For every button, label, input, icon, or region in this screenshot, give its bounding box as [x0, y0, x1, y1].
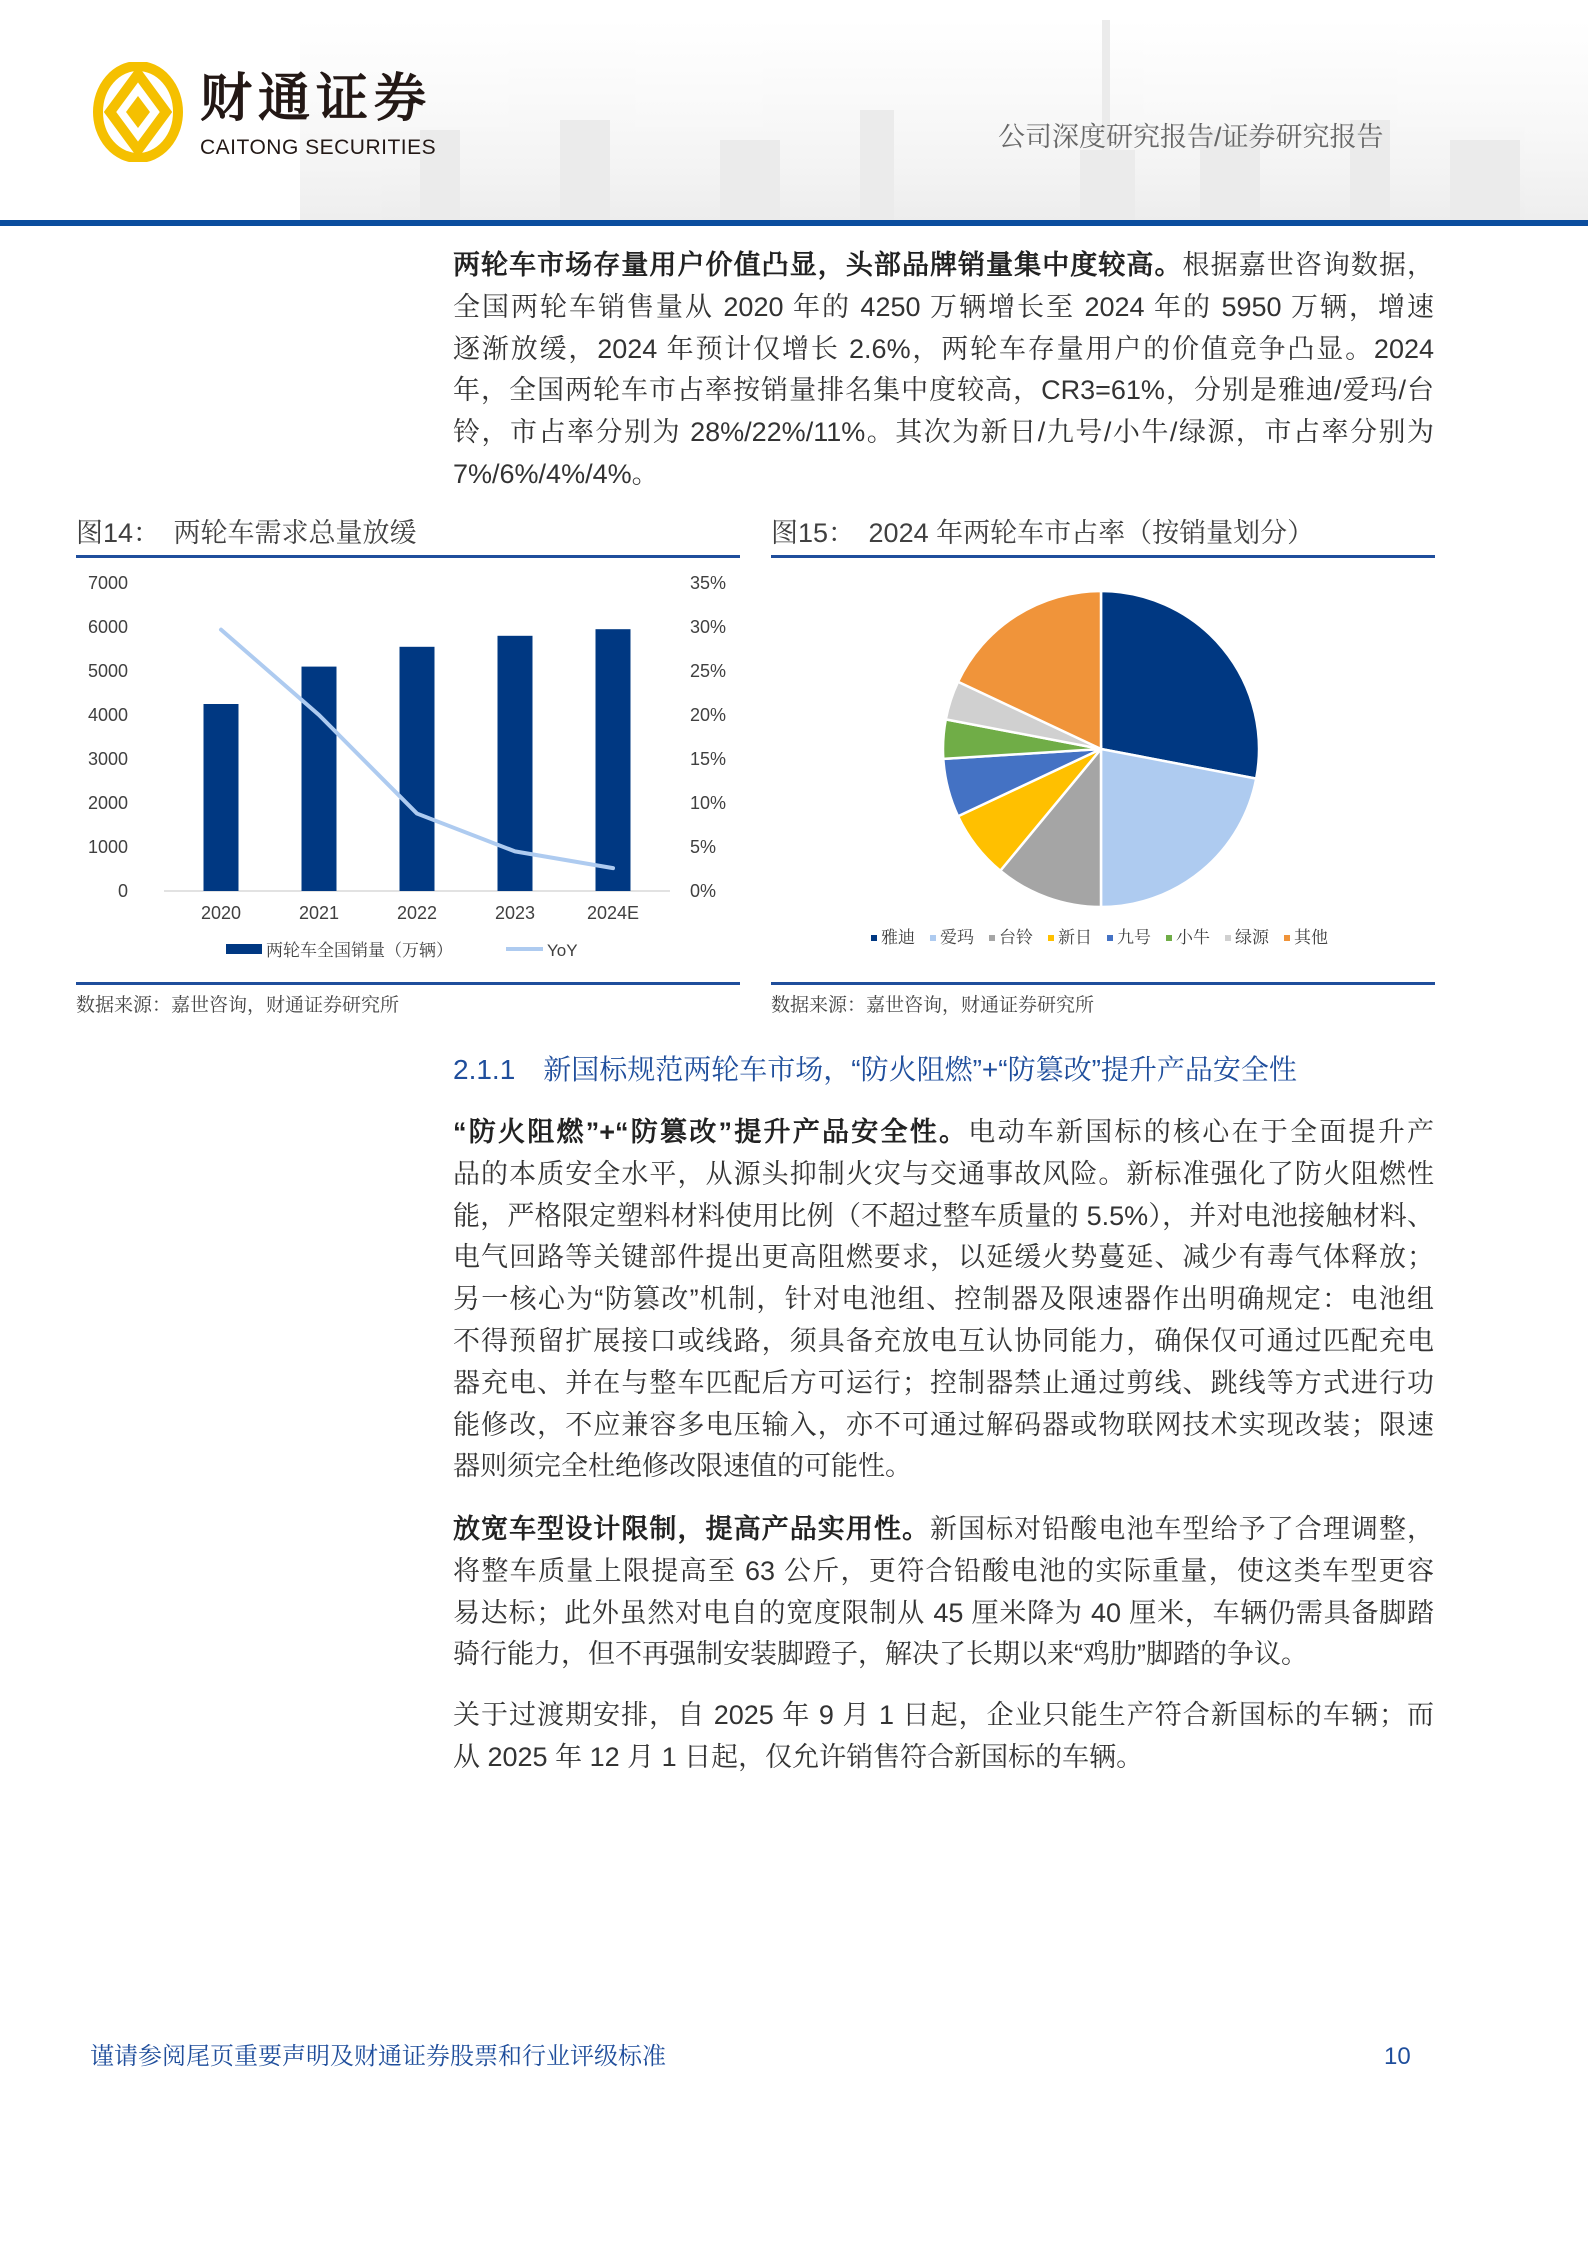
report-type: 公司深度研究报告/证券研究报告: [998, 122, 1384, 152]
y-right-tick: 20%: [690, 705, 727, 725]
line-text: 年，全国两轮车市占率按销量排名集中度较高，CR3=61%，分别是雅迪/爱玛/台: [453, 375, 1434, 406]
legend-label: 小牛: [1176, 928, 1210, 947]
line-text: 品的本质安全水平，从源头抑制火灾与交通事故风险。新标准强化了防火阻燃性: [453, 1158, 1434, 1189]
line-text: 电气回路等关键部件提出更高阻燃要求，以延缓火势蔓延、减少有毒气体释放；: [453, 1242, 1434, 1273]
bar-2020: [204, 704, 239, 891]
fig14-top-rule: [76, 555, 740, 558]
y-left-tick: 7000: [87, 573, 128, 593]
line-text: 器则须完全杜绝修改限速值的可能性。: [453, 1451, 912, 1482]
legend-swatch: [989, 935, 995, 941]
y-left-tick: 2000: [87, 793, 128, 813]
text-line: [453, 1237, 1434, 1279]
fig14-title: 图14： 两轮车需求总量放缓: [76, 518, 417, 548]
bold-lead: “防火阻燃”+“防篡改”提升产品安全性。: [453, 1117, 969, 1147]
logo-english: CAITONG SECURITIES: [200, 136, 437, 159]
bar-2022: [400, 647, 435, 891]
bar-2021: [302, 667, 337, 891]
line-text: 将整车质量上限提高至 63 公斤，更符合铅酸电池的实际重量，使这类车型更容: [453, 1555, 1434, 1586]
y-right-tick: 10%: [690, 793, 727, 813]
x-tick: 2023: [494, 903, 536, 923]
fig14-bottom-rule: [76, 982, 740, 985]
legend-label: 台铃: [999, 928, 1033, 947]
line-text: 从 2025 年 12 月 1 日起，仅允许销售符合新国标的车辆。: [453, 1741, 1144, 1772]
fig15-bottom-rule: [771, 982, 1435, 985]
text-line: [453, 1446, 1434, 1488]
fig15-pie-chart: [771, 560, 1435, 980]
y-left-tick: 6000: [87, 617, 128, 637]
section-heading: 2.1.1 新国标规范两轮车市场，“防火阻燃”+“防篡改”提升产品安全性: [453, 1054, 1297, 1085]
x-tick: 2024E: [586, 903, 640, 923]
bar-2024E: [596, 629, 631, 891]
fig14-bar-line-chart: [76, 560, 740, 980]
text-line: [453, 1112, 1434, 1154]
legend-swatch: [871, 935, 877, 941]
line-text: 7%/6%/4%/4%。: [453, 458, 659, 489]
line-text: 新国标对铅酸电池车型给予了合理调整，: [930, 1514, 1434, 1544]
bold-lead: 两轮车市场存量用户价值凸显，头部品牌销量集中度较高。: [453, 250, 1183, 280]
line-text: 全国两轮车销售量从 2020 年的 4250 万辆增长至 2024 年的 5950 万辆，增速: [453, 291, 1434, 322]
line-text: 易达标；此外虽然对电自的宽度限制从 45 厘米降为 40 厘米，车辆仍需具备脚踏: [453, 1597, 1434, 1628]
text-line: [453, 412, 1434, 454]
design-paragraph: [453, 1509, 1434, 1676]
y-right-tick: 5%: [690, 837, 717, 857]
line-text: 关于过渡期安排，自 2025 年 9 月 1 日起，企业只能生产符合新国标的车辆；而: [453, 1700, 1434, 1730]
fig15-source: 数据来源：嘉世咨询，财通证券研究所: [771, 995, 1095, 1016]
line-text: 根据嘉世咨询数据，: [1182, 250, 1435, 280]
text-line: [453, 1196, 1434, 1238]
legend-bar-label: 两轮车全国销量（万辆）: [266, 941, 453, 960]
legend-swatch: [1048, 935, 1054, 941]
intro-paragraph: [453, 245, 1434, 496]
line-text: 骑行能力，但不再强制安装脚蹬子，解决了长期以来“鸡肋”脚踏的争议。: [453, 1639, 1308, 1670]
legend-label: 爱玛: [940, 928, 974, 947]
bold-lead: 放宽车型设计限制，提高产品实用性。: [453, 1514, 930, 1544]
legend-swatch: [930, 935, 936, 941]
text-line: [453, 1509, 1434, 1551]
text-line: [453, 1695, 1434, 1737]
x-tick: 2021: [298, 903, 340, 923]
text-line: [453, 1363, 1434, 1405]
legend-swatch: [1284, 935, 1290, 941]
y-left-tick: 5000: [87, 661, 128, 681]
text-line: [453, 454, 1434, 496]
line-text: 铃，市占率分别为 28%/22%/11%。其次为新日/九号/小牛/绿源，市占率分别为: [453, 417, 1434, 448]
legend-label: 雅迪: [881, 928, 915, 947]
legend-swatch: [1225, 935, 1231, 941]
text-line: [453, 1634, 1434, 1676]
legend-line-label: YoY: [547, 941, 578, 960]
line-text: 不得预留扩展接口或线路，须具备充放电互认协同能力，确保仅可通过匹配充电: [453, 1325, 1434, 1356]
legend-label: 其他: [1294, 928, 1328, 947]
pie-slice-雅迪: [1101, 591, 1259, 779]
text-line: [453, 370, 1434, 412]
legend-swatch: [1166, 935, 1172, 941]
header-skyline-background: [300, 20, 1588, 220]
line-text: 能，严格限定塑料材料使用比例（不超过整车质量的 5.5%），并对电池接触材料、: [453, 1200, 1434, 1231]
text-line: [453, 1551, 1434, 1593]
text-line: [453, 329, 1434, 371]
legend-label: 新日: [1058, 928, 1092, 947]
footer-disclaimer[interactable]: 谨请参阅尾页重要声明及财通证券股票和行业评级标准: [90, 2043, 666, 2070]
text-line: [453, 1737, 1434, 1779]
line-text: 逐渐放缓，2024 年预计仅增长 2.6%，两轮车存量用户的价值竞争凸显。2024: [453, 333, 1434, 364]
fig15-top-rule: [771, 555, 1435, 558]
line-text: 电动车新国标的核心在于全面提升产: [968, 1117, 1434, 1147]
text-line: [453, 245, 1434, 287]
fig15-title: 图15： 2024 年两轮车市占率（按销量划分）: [771, 518, 1315, 548]
transition-paragraph: [453, 1695, 1434, 1779]
y-right-tick: 30%: [690, 617, 727, 637]
text-line: [453, 287, 1434, 329]
x-tick: 2022: [396, 903, 438, 923]
y-right-tick: 0%: [690, 881, 717, 901]
y-left-tick: 4000: [87, 705, 128, 725]
text-line: [453, 1154, 1434, 1196]
legend-bar-swatch: [226, 944, 262, 954]
line-text: 器充电、并在与整车匹配后方可运行；控制器禁止通过剪线、跳线等方式进行功: [453, 1367, 1434, 1398]
legend-label: 绿源: [1235, 928, 1269, 947]
page-number: 10: [1384, 2043, 1411, 2070]
legend-label: 九号: [1117, 928, 1151, 947]
y-right-tick: 25%: [690, 661, 727, 681]
safety-paragraph: [453, 1112, 1434, 1488]
line-text: 另一核心为“防篡改”机制，针对电池组、控制器及限速器作出明确规定：电池组: [453, 1284, 1434, 1315]
text-line: [453, 1405, 1434, 1447]
y-left-tick: 1000: [87, 837, 128, 857]
header-divider: [0, 220, 1588, 226]
text-line: [453, 1279, 1434, 1321]
text-line: [453, 1321, 1434, 1363]
logo-chinese: 财通证券: [200, 70, 433, 128]
y-right-tick: 15%: [690, 749, 727, 769]
fig14-source: 数据来源：嘉世咨询，财通证券研究所: [76, 995, 400, 1016]
x-tick: 2020: [200, 903, 242, 923]
text-line: [453, 1593, 1434, 1635]
y-left-tick: 3000: [87, 749, 128, 769]
legend-swatch: [1107, 935, 1113, 941]
caitong-logo-icon: [92, 62, 184, 162]
y-left-tick: 0: [117, 881, 128, 901]
y-right-tick: 35%: [690, 573, 727, 593]
line-text: 能修改，不应兼容多电压输入，亦不可通过解码器或物联网技术实现改装；限速: [453, 1409, 1434, 1440]
